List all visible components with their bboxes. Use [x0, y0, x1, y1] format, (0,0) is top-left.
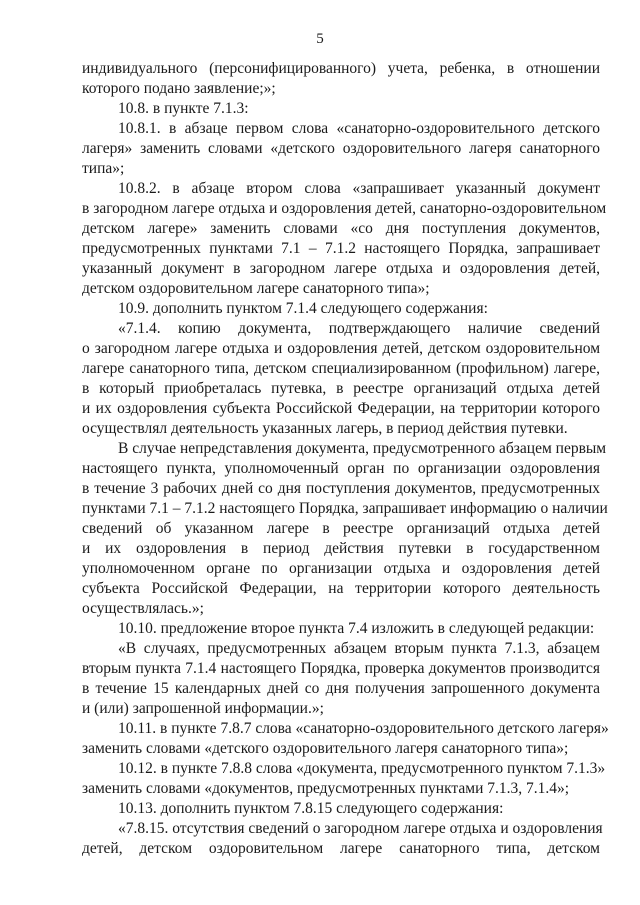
text-line: лагере санаторного типа, детском специализированном (профильном) лагере, [82, 360, 600, 377]
text-line: в который приобреталась путевка, в реестре организаций отдыха детей [82, 380, 600, 397]
text-line: в течение 15 календарных дней со дня получения запрошенного документа [82, 680, 600, 697]
text-line: 10.9. дополнить пунктом 7.1.4 следующего содержания: [118, 300, 488, 317]
text-line: и их оздоровления субъекта Российской Федерации, на территории которого [82, 400, 600, 417]
text-line: заменить словами «документов, предусмотренных пунктами 7.1.3, 7.1.4»; [82, 780, 570, 797]
text-line: субъекта Российской Федерации, на территории которого деятельность [82, 580, 600, 597]
text-line: которого подано заявление;»; [82, 80, 276, 97]
text-line: 10.8. в пункте 7.1.3: [118, 100, 249, 117]
text-line: 10.11. в пункте 7.8.7 слова «санаторно-оздоровительного детского лагеря» [118, 720, 609, 737]
text-line: указанный документ в загородном лагере отдыха и оздоровления детей, [82, 260, 600, 277]
text-line: осуществлялась.»; [82, 600, 204, 617]
text-line: «7.1.4. копию документа, подтверждающего наличие сведений [118, 320, 600, 337]
text-line: индивидуального (персонифицированного) учета, ребенка, в отношении [82, 60, 600, 77]
text-line: предусмотренных пунктами 7.1 – 7.1.2 настоящего Порядка, запрашивает [82, 240, 600, 257]
text-line: в загородном лагере отдыха и оздоровления детей, санаторно-оздоровительном [82, 200, 607, 217]
text-line: сведений об указанном лагере в реестре организаций отдыха детей [82, 520, 600, 537]
text-line: «7.8.15. отсутствия сведений о загородном лагере отдыха и оздоровления [118, 820, 603, 837]
text-line: 10.13. дополнить пунктом 7.8.15 следующего содержания: [118, 800, 504, 817]
text-line: вторым пункта 7.1.4 настоящего Порядка, проверка документов производится [82, 660, 600, 677]
text-line: детей, детском оздоровительном лагере санаторного типа, детском [82, 840, 600, 857]
text-line: «В случаях, предусмотренных абзацем вторым пункта 7.1.3, абзацем [118, 640, 600, 657]
text-line: типа»; [82, 160, 125, 177]
text-line: о загородном лагере отдыха и оздоровления детей, детском оздоровительном [82, 340, 600, 357]
text-line: В случае непредставления документа, предусмотренного абзацем первым [118, 440, 607, 457]
text-line: пунктами 7.1 – 7.1.2 настоящего Порядка, запрашивает информацию о наличии [82, 500, 608, 517]
text-line: 10.12. в пункте 7.8.8 слова «документа, предусмотренного пунктом 7.1.3» [118, 760, 606, 777]
text-line: детском оздоровительном лагере санаторного типа»; [82, 280, 430, 297]
text-line: 10.8.1. в абзаце первом слова «санаторно-оздоровительного детского [118, 120, 600, 137]
document-body [82, 59, 609, 859]
text-line: заменить словами «детского оздоровительного лагеря санаторного типа»; [82, 740, 569, 757]
text-line: уполномоченном органе по организации отдыха и оздоровления детей [82, 560, 600, 577]
text-line: осуществлял деятельность указанных лагерь, в период действия путевки. [82, 420, 568, 437]
text-line: настоящего пункта, уполномоченный орган по организации оздоровления [82, 460, 600, 477]
text-line: лагеря» заменить словами «детского оздоровительного лагеря санаторного [82, 140, 600, 157]
text-line: в течение 3 рабочих дней со дня поступления документов, предусмотренных [82, 480, 600, 497]
page-number: 5 [316, 31, 324, 47]
text-line: и (или) запрошенной информации.»; [82, 700, 324, 717]
text-line: 10.8.2. в абзаце втором слова «запрашивает указанный документ [118, 180, 600, 197]
text-line: и их оздоровления в период действия путевки в государственном [82, 540, 600, 557]
text-line: 10.10. предложение второе пункта 7.4 изложить в следующей редакции: [118, 620, 595, 637]
text-line: детском лагере» заменить словами «со дня поступления документов, [82, 220, 600, 237]
